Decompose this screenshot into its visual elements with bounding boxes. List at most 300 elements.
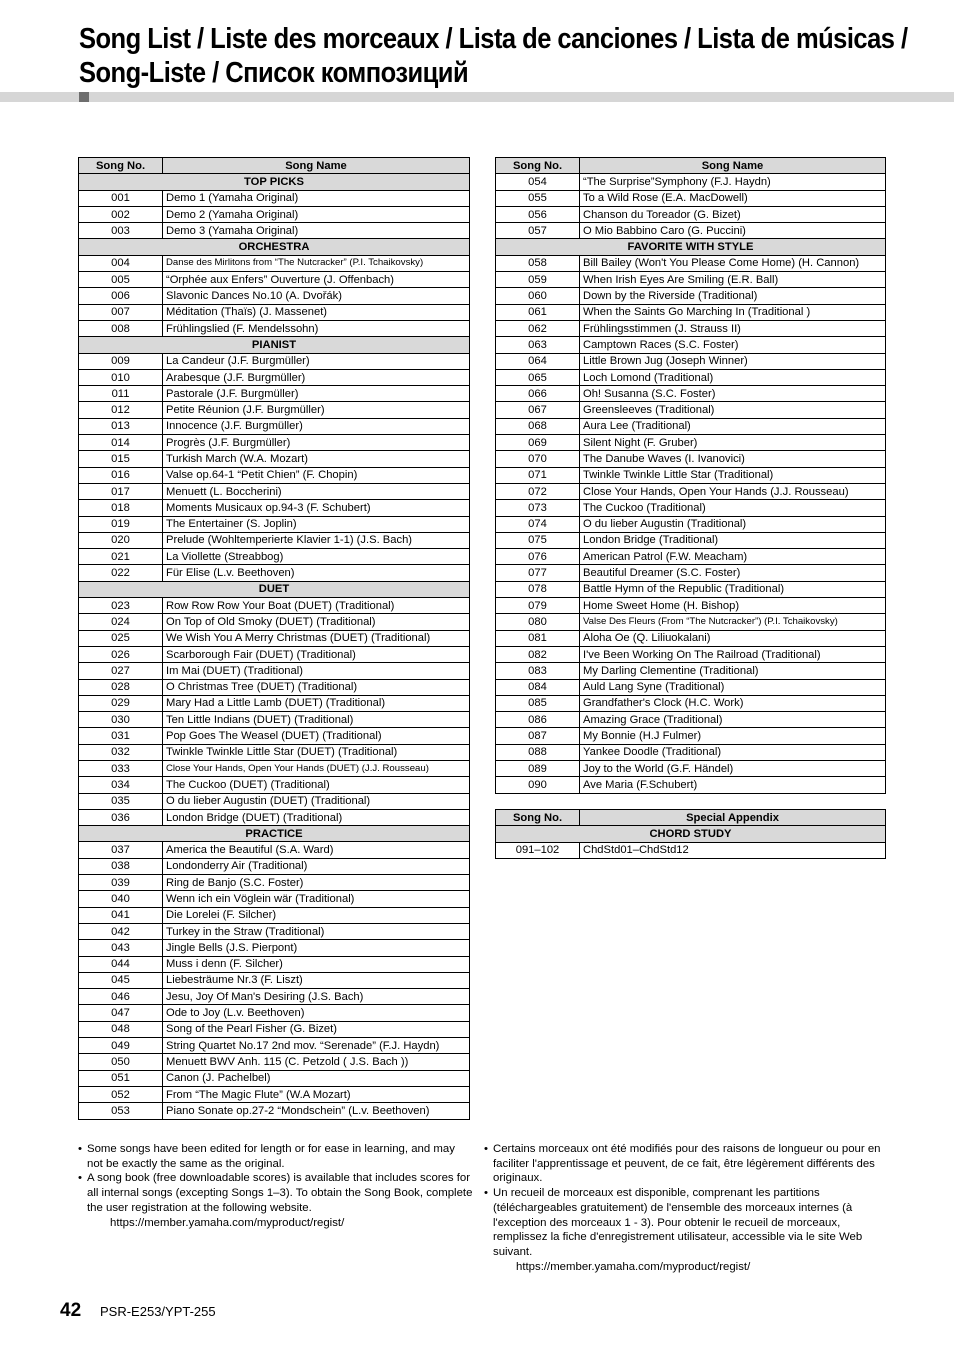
song-name: Close Your Hands, Open Your Hands (J.J. Rousseau) bbox=[580, 483, 886, 499]
song-name: Turkish March (W.A. Mozart) bbox=[163, 451, 470, 467]
table-row bbox=[496, 760, 886, 776]
song-name: Pop Goes The Weasel (DUET) (Traditional) bbox=[163, 728, 470, 744]
table-row bbox=[79, 809, 470, 825]
song-name: The Entertainer (S. Joplin) bbox=[163, 516, 470, 532]
table-row bbox=[496, 549, 886, 565]
song-name: Greensleeves (Traditional) bbox=[580, 402, 886, 418]
song-number: 041 bbox=[79, 907, 163, 923]
table-row bbox=[79, 223, 470, 239]
category-row bbox=[79, 581, 470, 597]
table-row bbox=[79, 467, 470, 483]
song-number: 067 bbox=[496, 402, 580, 418]
table-row bbox=[79, 386, 470, 402]
table-row bbox=[79, 875, 470, 891]
table-row bbox=[79, 989, 470, 1005]
page-title-line-1: Song List / Liste des morceaux / Lista de canciones / Lista de músicas / bbox=[79, 23, 908, 55]
song-name: Die Lorelei (F. Silcher) bbox=[163, 907, 470, 923]
table-row bbox=[79, 907, 470, 923]
table-row bbox=[79, 777, 470, 793]
table-row bbox=[79, 663, 470, 679]
song-number: 069 bbox=[496, 435, 580, 451]
song-name: When the Saints Go Marching In (Traditional ) bbox=[580, 304, 886, 320]
song-name: O Christmas Tree (DUET) (Traditional) bbox=[163, 679, 470, 695]
song-name: Aloha Oe (Q. Liliuokalani) bbox=[580, 630, 886, 646]
song-number: 050 bbox=[79, 1054, 163, 1070]
song-number: 065 bbox=[496, 369, 580, 385]
song-number: 054 bbox=[496, 174, 580, 190]
song-name: Camptown Races (S.C. Foster) bbox=[580, 337, 886, 353]
song-name: Valse Des Fleurs (From “The Nutcracker”) (P.I. Tchaikovsky) bbox=[580, 614, 886, 630]
song-number: 066 bbox=[496, 386, 580, 402]
song-name: I've Been Working On The Railroad (Traditional) bbox=[580, 646, 886, 662]
song-number: 037 bbox=[79, 842, 163, 858]
song-name: Demo 2 (Yamaha Original) bbox=[163, 206, 470, 222]
song-name: Prelude (Wohltemperierte Klavier 1-1) (J.S. Bach) bbox=[163, 532, 470, 548]
song-name: Turkey in the Straw (Traditional) bbox=[163, 923, 470, 939]
song-name: Danse des Mirlitons from “The Nutcracker” (P.I. Tchaikovsky) bbox=[163, 255, 470, 271]
table-row bbox=[79, 1086, 470, 1102]
song-number: 003 bbox=[79, 223, 163, 239]
song-number: 002 bbox=[79, 206, 163, 222]
song-name: Progrès (J.F. Burgmüller) bbox=[163, 435, 470, 451]
title-rule-marker bbox=[79, 92, 89, 102]
song-name: Muss i denn (F. Silcher) bbox=[163, 956, 470, 972]
note-item: • Certains morceaux ont été modifiés pour des raisons de longueur ou pour en faciliter l'apprentissage et peuvent, de ce fait, être légèrement différents des originaux. bbox=[484, 1142, 884, 1186]
table-row bbox=[496, 386, 886, 402]
table-row bbox=[496, 223, 886, 239]
song-number: 005 bbox=[79, 272, 163, 288]
song-name: London Bridge (Traditional) bbox=[580, 532, 886, 548]
song-number: 026 bbox=[79, 646, 163, 662]
song-number: 010 bbox=[79, 369, 163, 385]
table-row bbox=[79, 1070, 470, 1086]
song-number: 029 bbox=[79, 695, 163, 711]
song-number: 058 bbox=[496, 255, 580, 271]
song-name: O du lieber Augustin (Traditional) bbox=[580, 516, 886, 532]
song-number: 011 bbox=[79, 386, 163, 402]
model-name: PSR-E253/YPT-255 bbox=[100, 1304, 216, 1319]
song-number: 031 bbox=[79, 728, 163, 744]
table-row bbox=[79, 1005, 470, 1021]
song-number: 022 bbox=[79, 565, 163, 581]
table-row bbox=[79, 549, 470, 565]
song-number: 045 bbox=[79, 972, 163, 988]
song-number: 046 bbox=[79, 989, 163, 1005]
song-number: 081 bbox=[496, 630, 580, 646]
song-name: Londonderry Air (Traditional) bbox=[163, 858, 470, 874]
song-name: Close Your Hands, Open Your Hands (DUET) (J.J. Rousseau) bbox=[163, 760, 470, 776]
song-number: 014 bbox=[79, 435, 163, 451]
song-name: Oh! Susanna (S.C. Foster) bbox=[580, 386, 886, 402]
song-number: 064 bbox=[496, 353, 580, 369]
category-label: FAVORITE WITH STYLE bbox=[496, 239, 886, 255]
table-row bbox=[496, 435, 886, 451]
song-number: 088 bbox=[496, 744, 580, 760]
song-number: 036 bbox=[79, 809, 163, 825]
song-number: 027 bbox=[79, 663, 163, 679]
song-name: Twinkle Twinkle Little Star (DUET) (Traditional) bbox=[163, 744, 470, 760]
category-label: PIANIST bbox=[79, 337, 470, 353]
song-name: Demo 1 (Yamaha Original) bbox=[163, 190, 470, 206]
song-number: 015 bbox=[79, 451, 163, 467]
table-row bbox=[79, 842, 470, 858]
table-row bbox=[79, 695, 470, 711]
song-name: Loch Lomond (Traditional) bbox=[580, 369, 886, 385]
category-label: CHORD STUDY bbox=[496, 826, 886, 842]
song-number: 059 bbox=[496, 272, 580, 288]
song-name: Joy to the World (G.F. Händel) bbox=[580, 760, 886, 776]
song-number: 013 bbox=[79, 418, 163, 434]
category-row bbox=[79, 337, 470, 353]
table-row bbox=[79, 712, 470, 728]
table-row bbox=[496, 630, 886, 646]
song-name: Jesu, Joy Of Man's Desiring (J.S. Bach) bbox=[163, 989, 470, 1005]
song-number: 006 bbox=[79, 288, 163, 304]
note-item: • Un recueil de morceaux est disponible, comprenant les partitions (téléchargeables gratuitement) de l'ensemble des morceaux internes (à l'exception des morceaux 1 - 3). Pour obtenir le recueil de morceaux, remplissez la fiche d'enregistrement utilisateur, accessible via le site Web suivant. bbox=[484, 1186, 884, 1260]
song-number: 089 bbox=[496, 760, 580, 776]
song-number: 056 bbox=[496, 206, 580, 222]
song-name: Ave Maria (F.Schubert) bbox=[580, 777, 886, 793]
song-name: London Bridge (DUET) (Traditional) bbox=[163, 809, 470, 825]
table-row bbox=[496, 695, 886, 711]
song-number: 007 bbox=[79, 304, 163, 320]
song-number: 039 bbox=[79, 875, 163, 891]
song-name: America the Beautiful (S.A. Ward) bbox=[163, 842, 470, 858]
song-name-header: Song Name bbox=[580, 158, 886, 174]
table-row bbox=[496, 581, 886, 597]
table-row bbox=[79, 402, 470, 418]
song-name: Down by the Riverside (Traditional) bbox=[580, 288, 886, 304]
song-name: The Cuckoo (DUET) (Traditional) bbox=[163, 777, 470, 793]
category-row bbox=[79, 239, 470, 255]
song-name: Jingle Bells (J.S. Pierpont) bbox=[163, 940, 470, 956]
song-number: 042 bbox=[79, 923, 163, 939]
song-name: When Irish Eyes Are Smiling (E.R. Ball) bbox=[580, 272, 886, 288]
song-number: 057 bbox=[496, 223, 580, 239]
table-row bbox=[79, 304, 470, 320]
table-row bbox=[79, 516, 470, 532]
song-name: O du lieber Augustin (DUET) (Traditional) bbox=[163, 793, 470, 809]
song-name: Auld Lang Syne (Traditional) bbox=[580, 679, 886, 695]
song-number: 030 bbox=[79, 712, 163, 728]
song-name: Demo 3 (Yamaha Original) bbox=[163, 223, 470, 239]
category-row bbox=[496, 826, 886, 842]
song-number: 043 bbox=[79, 940, 163, 956]
table-row bbox=[496, 451, 886, 467]
song-name: Yankee Doodle (Traditional) bbox=[580, 744, 886, 760]
song-name: “The Surprise”Symphony (F.J. Haydn) bbox=[580, 174, 886, 190]
song-no-header: Song No. bbox=[496, 810, 580, 826]
table-row bbox=[79, 956, 470, 972]
special-appendix-table bbox=[495, 809, 886, 859]
song-name: Frühlingslied (F. Mendelssohn) bbox=[163, 320, 470, 336]
table-row bbox=[496, 402, 886, 418]
song-number: 080 bbox=[496, 614, 580, 630]
song-name: “Orphée aux Enfers” Ouverture (J. Offenbach) bbox=[163, 272, 470, 288]
table-row bbox=[79, 320, 470, 336]
song-no-header: Song No. bbox=[79, 158, 163, 174]
note-item: • Some songs have been edited for length or for ease in learning, and may not be exactly the same as the original. bbox=[78, 1142, 473, 1171]
song-number: 060 bbox=[496, 288, 580, 304]
table-row bbox=[496, 598, 886, 614]
song-name: Petite Réunion (J.F. Burgmüller) bbox=[163, 402, 470, 418]
table-row bbox=[79, 1038, 470, 1054]
song-number: 009 bbox=[79, 353, 163, 369]
song-name-header: Song Name bbox=[163, 158, 470, 174]
table-row bbox=[79, 565, 470, 581]
registration-url: https://member.yamaha.com/myproduct/regist/ bbox=[516, 1260, 751, 1273]
song-name: On Top of Old Smoky (DUET) (Traditional) bbox=[163, 614, 470, 630]
song-number: 016 bbox=[79, 467, 163, 483]
table-row bbox=[496, 255, 886, 271]
table-row bbox=[496, 679, 886, 695]
table-row bbox=[79, 190, 470, 206]
song-name: Grandfather's Clock (H.C. Work) bbox=[580, 695, 886, 711]
song-name: O Mio Babbino Caro (G. Puccini) bbox=[580, 223, 886, 239]
song-name: Home Sweet Home (H. Bishop) bbox=[580, 598, 886, 614]
song-name: La Viollette (Streabbog) bbox=[163, 549, 470, 565]
category-row bbox=[79, 826, 470, 842]
song-number: 083 bbox=[496, 663, 580, 679]
song-name: Twinkle Twinkle Little Star (Traditional) bbox=[580, 467, 886, 483]
song-name: Ode to Joy (L.v. Beethoven) bbox=[163, 1005, 470, 1021]
song-name: Innocence (J.F. Burgmüller) bbox=[163, 418, 470, 434]
table-row bbox=[79, 923, 470, 939]
table-row bbox=[496, 842, 886, 858]
notes-english bbox=[78, 1142, 473, 1230]
song-number: 068 bbox=[496, 418, 580, 434]
song-number: 019 bbox=[79, 516, 163, 532]
song-list-table-left bbox=[78, 157, 470, 1120]
table-row bbox=[79, 760, 470, 776]
song-name: Frühlingsstimmen (J. Strauss II) bbox=[580, 320, 886, 336]
song-number: 021 bbox=[79, 549, 163, 565]
table-row bbox=[79, 1103, 470, 1119]
table-row bbox=[79, 646, 470, 662]
table-row bbox=[496, 565, 886, 581]
song-name: String Quartet No.17 2nd mov. “Serenade” (F.J. Haydn) bbox=[163, 1038, 470, 1054]
table-row bbox=[496, 190, 886, 206]
song-name: Menuett BWV Anh. 115 (C. Petzold ( J.S. Bach )) bbox=[163, 1054, 470, 1070]
song-name: Mary Had a Little Lamb (DUET) (Traditional) bbox=[163, 695, 470, 711]
note-item: • A song book (free downloadable scores) is available that includes scores for all internal songs (excepting Songs 1–3). To obtain the Song Book, complete the user registration at the following website. bbox=[78, 1171, 473, 1215]
song-number: 053 bbox=[79, 1103, 163, 1119]
song-number: 073 bbox=[496, 500, 580, 516]
song-name: Méditation (Thaïs) (J. Massenet) bbox=[163, 304, 470, 320]
song-name: Pastorale (J.F. Burgmüller) bbox=[163, 386, 470, 402]
song-number: 049 bbox=[79, 1038, 163, 1054]
song-name: To a Wild Rose (E.A. MacDowell) bbox=[580, 190, 886, 206]
song-name: We Wish You A Merry Christmas (DUET) (Traditional) bbox=[163, 630, 470, 646]
table-row bbox=[79, 972, 470, 988]
song-number: 071 bbox=[496, 467, 580, 483]
song-number: 076 bbox=[496, 549, 580, 565]
song-number: 032 bbox=[79, 744, 163, 760]
song-name: Scarborough Fair (DUET) (Traditional) bbox=[163, 646, 470, 662]
table-row bbox=[496, 712, 886, 728]
table-row bbox=[79, 500, 470, 516]
table-row bbox=[496, 272, 886, 288]
song-number: 033 bbox=[79, 760, 163, 776]
table-row bbox=[496, 320, 886, 336]
table-row bbox=[79, 483, 470, 499]
song-number: 001 bbox=[79, 190, 163, 206]
song-name: Amazing Grace (Traditional) bbox=[580, 712, 886, 728]
table-row bbox=[79, 598, 470, 614]
song-name: Ten Little Indians (DUET) (Traditional) bbox=[163, 712, 470, 728]
table-row bbox=[79, 418, 470, 434]
song-number: 034 bbox=[79, 777, 163, 793]
notes-french bbox=[484, 1142, 884, 1274]
table-row bbox=[79, 1054, 470, 1070]
song-name: Silent Night (F. Gruber) bbox=[580, 435, 886, 451]
song-name: Arabesque (J.F. Burgmüller) bbox=[163, 369, 470, 385]
table-row bbox=[79, 272, 470, 288]
table-row bbox=[79, 940, 470, 956]
song-name: American Patrol (F.W. Meacham) bbox=[580, 549, 886, 565]
song-name: Chanson du Toreador (G. Bizet) bbox=[580, 206, 886, 222]
song-name: Piano Sonate op.27-2 “Mondschein” (L.v. Beethoven) bbox=[163, 1103, 470, 1119]
song-number: 091–102 bbox=[496, 842, 580, 858]
song-name: From “The Magic Flute” (W.A Mozart) bbox=[163, 1086, 470, 1102]
table-row bbox=[79, 728, 470, 744]
song-number: 051 bbox=[79, 1070, 163, 1086]
table-row bbox=[79, 255, 470, 271]
song-number: 004 bbox=[79, 255, 163, 271]
song-name: Slavonic Dances No.10 (A. Dvořák) bbox=[163, 288, 470, 304]
song-name: Liebesträume Nr.3 (F. Liszt) bbox=[163, 972, 470, 988]
song-number: 070 bbox=[496, 451, 580, 467]
song-number: 055 bbox=[496, 190, 580, 206]
song-name: Wenn ich ein Vöglein wär (Traditional) bbox=[163, 891, 470, 907]
table-row bbox=[496, 418, 886, 434]
song-name: Battle Hymn of the Republic (Traditional) bbox=[580, 581, 886, 597]
song-name: Valse op.64-1 “Petit Chien” (F. Chopin) bbox=[163, 467, 470, 483]
table-row bbox=[496, 516, 886, 532]
table-row bbox=[496, 483, 886, 499]
song-number: 048 bbox=[79, 1021, 163, 1037]
special-appendix-header: Special Appendix bbox=[580, 810, 886, 826]
table-row bbox=[79, 679, 470, 695]
table-row bbox=[496, 777, 886, 793]
song-number: 086 bbox=[496, 712, 580, 728]
song-number: 023 bbox=[79, 598, 163, 614]
song-number: 025 bbox=[79, 630, 163, 646]
song-name: ChdStd01–ChdStd12 bbox=[580, 842, 886, 858]
song-number: 077 bbox=[496, 565, 580, 581]
table-row bbox=[79, 435, 470, 451]
table-row bbox=[496, 614, 886, 630]
song-name: Aura Lee (Traditional) bbox=[580, 418, 886, 434]
table-row bbox=[496, 369, 886, 385]
category-label: ORCHESTRA bbox=[79, 239, 470, 255]
table-row bbox=[496, 744, 886, 760]
song-number: 085 bbox=[496, 695, 580, 711]
song-name: La Candeur (J.F. Burgmüller) bbox=[163, 353, 470, 369]
table-header-row bbox=[496, 158, 886, 174]
table-row bbox=[79, 793, 470, 809]
table-row bbox=[496, 206, 886, 222]
song-number: 087 bbox=[496, 728, 580, 744]
table-row bbox=[496, 500, 886, 516]
song-list-table-right bbox=[495, 157, 886, 794]
table-row bbox=[79, 206, 470, 222]
song-number: 074 bbox=[496, 516, 580, 532]
table-row bbox=[496, 663, 886, 679]
table-row bbox=[496, 174, 886, 190]
table-row bbox=[496, 728, 886, 744]
page-title-line-2: Song-Liste / Список композиций bbox=[79, 57, 469, 89]
song-number: 079 bbox=[496, 598, 580, 614]
category-label: TOP PICKS bbox=[79, 174, 470, 190]
table-row bbox=[79, 630, 470, 646]
table-row bbox=[496, 304, 886, 320]
song-number: 063 bbox=[496, 337, 580, 353]
table-row bbox=[79, 891, 470, 907]
page-title bbox=[79, 22, 908, 90]
song-number: 035 bbox=[79, 793, 163, 809]
category-row bbox=[79, 174, 470, 190]
table-row bbox=[496, 353, 886, 369]
song-number: 044 bbox=[79, 956, 163, 972]
song-number: 024 bbox=[79, 614, 163, 630]
song-name: Song of the Pearl Fisher (G. Bizet) bbox=[163, 1021, 470, 1037]
song-name: The Danube Waves (I. Ivanovici) bbox=[580, 451, 886, 467]
song-number: 061 bbox=[496, 304, 580, 320]
song-name: Ring de Banjo (S.C. Foster) bbox=[163, 875, 470, 891]
song-name: Für Elise (L.v. Beethoven) bbox=[163, 565, 470, 581]
song-name: Row Row Row Your Boat (DUET) (Traditional) bbox=[163, 598, 470, 614]
table-row bbox=[496, 337, 886, 353]
song-number: 038 bbox=[79, 858, 163, 874]
table-header-row bbox=[496, 810, 886, 826]
song-name: Little Brown Jug (Joseph Winner) bbox=[580, 353, 886, 369]
song-number: 084 bbox=[496, 679, 580, 695]
song-name: Im Mai (DUET) (Traditional) bbox=[163, 663, 470, 679]
table-row bbox=[79, 614, 470, 630]
category-label: PRACTICE bbox=[79, 826, 470, 842]
song-number: 090 bbox=[496, 777, 580, 793]
song-name: The Cuckoo (Traditional) bbox=[580, 500, 886, 516]
song-number: 017 bbox=[79, 483, 163, 499]
title-rule bbox=[0, 92, 954, 102]
song-number: 040 bbox=[79, 891, 163, 907]
table-row bbox=[496, 467, 886, 483]
song-name: Moments Musicaux op.94-3 (F. Schubert) bbox=[163, 500, 470, 516]
song-number: 062 bbox=[496, 320, 580, 336]
song-number: 082 bbox=[496, 646, 580, 662]
song-name: Menuett (L. Boccherini) bbox=[163, 483, 470, 499]
category-row bbox=[496, 239, 886, 255]
song-number: 012 bbox=[79, 402, 163, 418]
song-number: 008 bbox=[79, 320, 163, 336]
song-number: 075 bbox=[496, 532, 580, 548]
table-row bbox=[79, 744, 470, 760]
table-row bbox=[79, 369, 470, 385]
song-number: 078 bbox=[496, 581, 580, 597]
song-number: 018 bbox=[79, 500, 163, 516]
song-number: 028 bbox=[79, 679, 163, 695]
song-number: 020 bbox=[79, 532, 163, 548]
registration-url: https://member.yamaha.com/myproduct/regist/ bbox=[110, 1216, 345, 1229]
table-row bbox=[79, 1021, 470, 1037]
song-number: 047 bbox=[79, 1005, 163, 1021]
song-name: My Darling Clementine (Traditional) bbox=[580, 663, 886, 679]
table-row bbox=[79, 532, 470, 548]
table-row bbox=[79, 288, 470, 304]
table-row bbox=[79, 858, 470, 874]
song-number: 052 bbox=[79, 1086, 163, 1102]
